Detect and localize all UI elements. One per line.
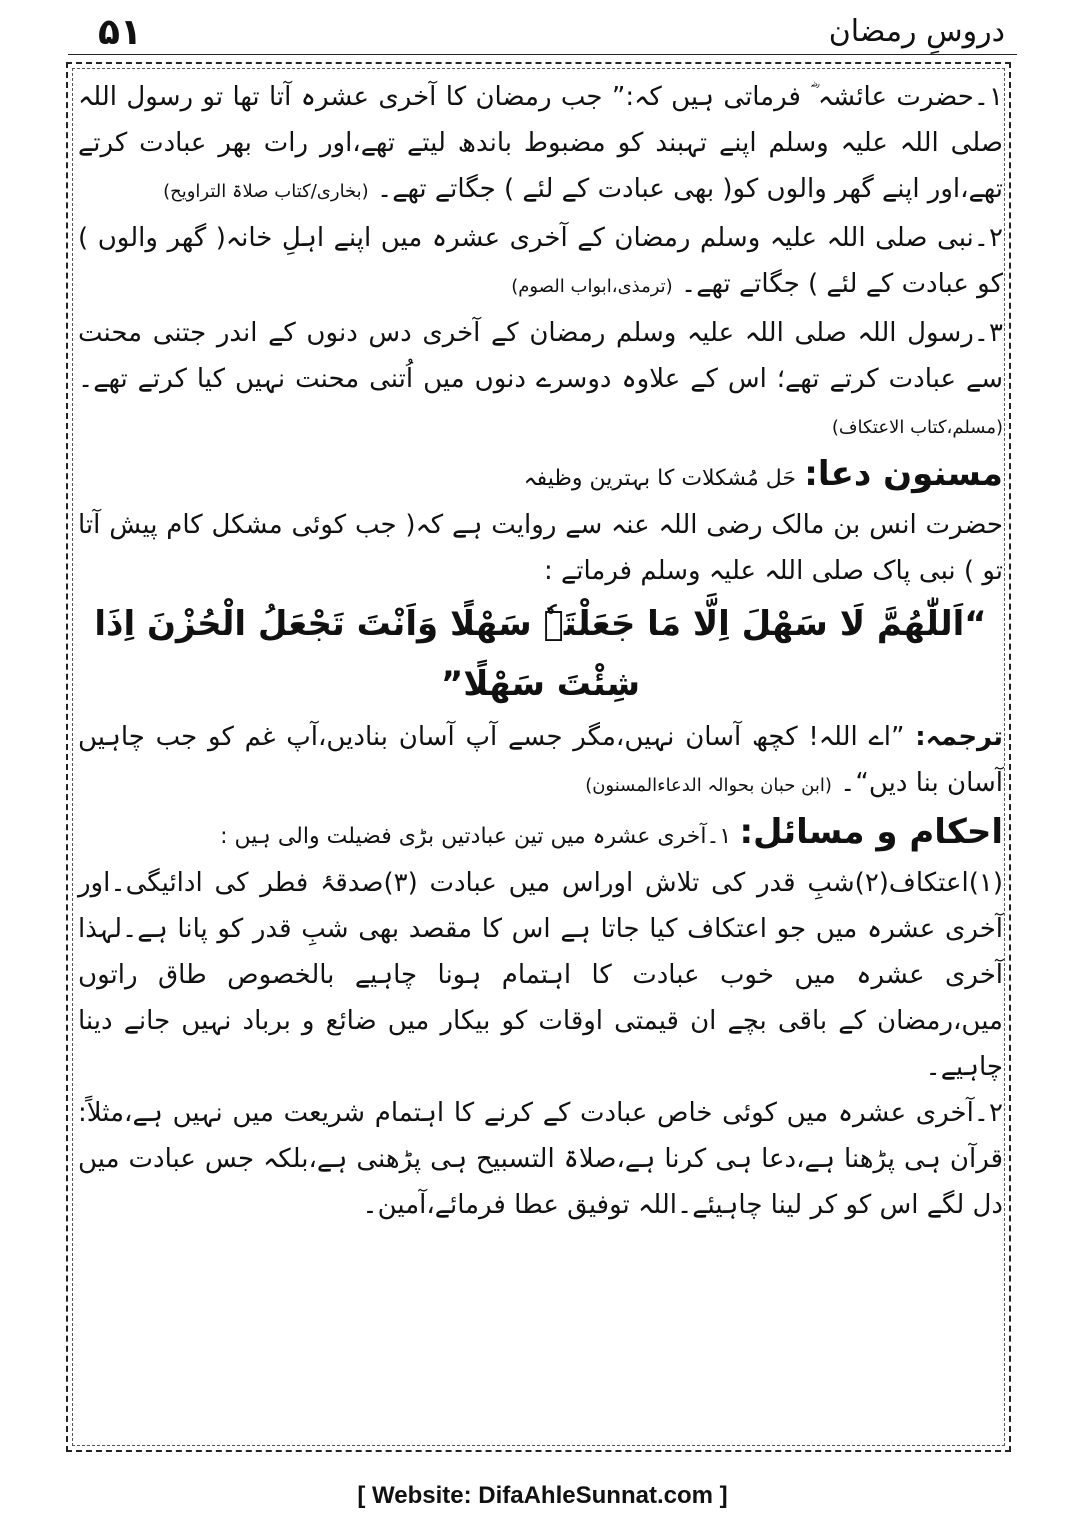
dua-intro-text: حضرت انس بن مالک رضی اللہ عنہ سے روایت ہے کہ( جب کوئی مشکل کام پیش آتا تو ) نبی پاک صلی اللہ علیہ وسلم فرماتے : (78, 510, 1003, 586)
translation-text: ”اے اللہ! کچھ آسان نہیں،مگر جسے آپ آسان بنادیں،آپ غم کو جب چاہیں آسان بنا دیں“۔ (78, 722, 1003, 798)
website-footer: [ Website: DifaAhleSunnat.com ] (357, 1482, 728, 1509)
dua-intro-paragraph (78, 502, 1003, 594)
hadith-paragraph-3 (78, 310, 1003, 451)
hadith-1-reference: (بخاری/کتاب صلاۃ التراویح) (163, 181, 369, 202)
ahkam-section-heading (78, 809, 1003, 860)
ahkam-heading-title: احکام و مسائل: (739, 812, 1003, 852)
header-rule (68, 54, 1017, 55)
hadith-paragraph-1 (78, 74, 1003, 215)
hadith-3-text: ۳۔رسول اللہ صلی اللہ علیہ وسلم رمضان کے آخری دس دنوں کے اندر جتنی محنت سے عبادت کرتے تھے؛ اس کے علاوہ دوسرے دنوں میں اُتنی محنت نہیں کیا کرتے تھے۔ (78, 318, 1004, 394)
page-number: ۵۱ (98, 12, 142, 53)
hadith-2-text: ۲۔نبی صلی اللہ علیہ وسلم رمضان کے آخری عشرہ میں اپنے اہلِ خانہ( گھر والوں ) کو عبادت کے لئے ) جگاتے تھے۔ (78, 223, 1003, 299)
translation-paragraph (78, 714, 1003, 809)
hadith-3-reference: (مسلم،کتاب الاعتکاف) (831, 417, 1003, 438)
ahkam-1-text: (۱)اعتکاف(۲)شبِ قدر کی تلاش اوراس میں عبادت (۳)صدقۂ فطر کی ادائیگی۔اور آخری عشرہ میں جو اعتکاف کیا جاتا ہے اس کا مقصد بھی شبِ قدر کو پانا ہے۔لہذا آخری عشرہ میں خوب عبادت کا اہتمام ہونا چاہیے بالخصوص طاق راتوں میں،رمضان کے باقی بچے ان قیمتی اوقات کو بیکار میں ضائع و برباد نہیں جانے دینا چاہیے۔ (78, 868, 1004, 1082)
page-content (78, 74, 1003, 1444)
hadith-2-reference: (ترمذی،ابواب الصوم) (511, 276, 673, 297)
dua-heading-title: مسنون دعا: (804, 454, 1003, 494)
dua-section-heading (78, 451, 1003, 502)
dua-arabic-text: “اَللّٰھُمَّ لَا سَھْلَ اِلَّا مَا جَعَلْتَہٗ سَھْلًا وَاَنْتَ تَجْعَلُ الْحُزْنَ اِذَا شِئْتَ سَھْلًا” (94, 604, 987, 704)
translation-reference: (ابن حبان بحوالہ الدعاءالمسنون) (585, 775, 832, 796)
ahkam-paragraph-2 (78, 1090, 1003, 1228)
ahkam-paragraph-1 (78, 860, 1003, 1090)
hadith-1-text: ۱۔حضرت عائشہ ؓ فرماتی ہیں کہ:” جب رمضان کا آخری عشرہ آتا تھا تو رسول اللہ صلی اللہ علیہ وسلم اپنے تہبند کو مضبوط باندھ لیتے تھے،اور رات بھر عبادت کرتے تھے،اور اپنے گھر والوں کو( بھی عبادت کے لئے ) جگاتے تھے۔ (78, 82, 1003, 204)
dua-heading-subtitle: حَل مُشکلات کا بہترین وظیفہ (523, 466, 796, 491)
hadith-paragraph-2 (78, 215, 1003, 310)
ahkam-heading-subtitle: ۱۔آخری عشرہ میں تین عبادتیں بڑی فضیلت والی ہیں : (220, 824, 732, 849)
ahkam-2-text: ۲۔آخری عشرہ میں کوئی خاص عبادت کے کرنے کا اہتمام شریعت میں نہیں ہے،مثلاً: قرآن ہی پڑھنا ہے،دعا ہی کرنا ہے،صلاۃ التسبیح ہی پڑھنی ہے،بلکہ جس عبادت میں دل لگے اس کو کر لینا چاہیئے۔اللہ توفیق عطا فرمائے،آمین۔ (78, 1098, 1003, 1220)
running-title: دروسِ رمضان (828, 14, 1005, 49)
translation-label: ترجمہ: (915, 722, 1003, 752)
